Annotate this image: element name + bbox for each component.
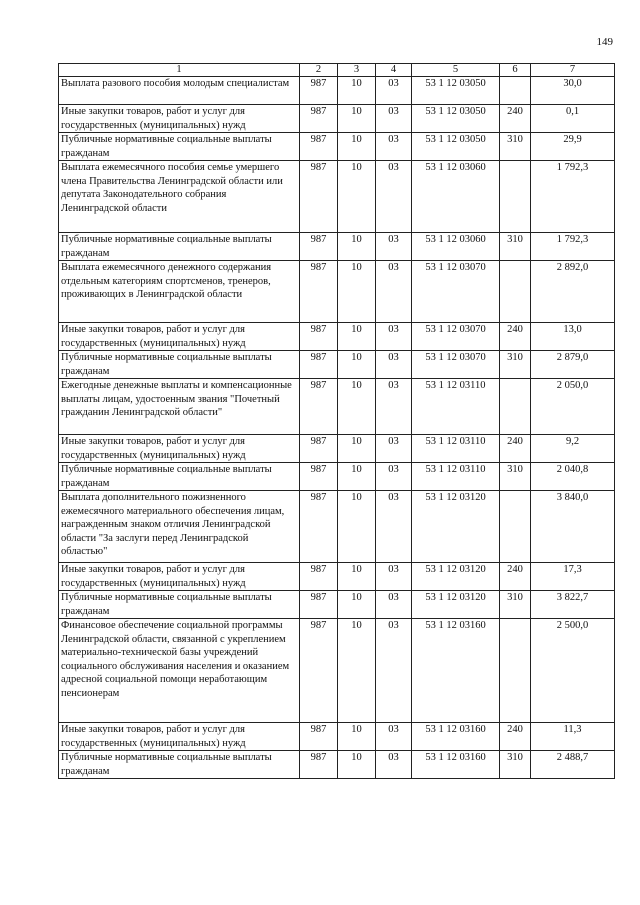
expense-type-cell: 310 [500, 133, 531, 161]
amount-cell: 30,0 [531, 77, 615, 105]
admin-code-cell: 987 [300, 723, 338, 751]
expense-type-cell: 240 [500, 563, 531, 591]
amount-cell: 13,0 [531, 323, 615, 351]
row-name-cell: Выплата дополнительного пожизненного ежемесячного материального обеспечения лицам, награжденным знаком отличия Ленинградской области "За заслуги перед Ленинградской областью" [59, 491, 300, 563]
table-row [59, 491, 615, 563]
section-cell: 10 [338, 751, 376, 779]
subsection-cell: 03 [376, 105, 412, 133]
row-name-cell: Выплата разового пособия молодым специалистам [59, 77, 300, 105]
expense-type-cell: 240 [500, 723, 531, 751]
table-row [59, 591, 615, 619]
target-article-cell: 53 1 12 03050 [412, 133, 500, 161]
target-article-cell: 53 1 12 03120 [412, 491, 500, 563]
subsection-cell: 03 [376, 351, 412, 379]
section-cell: 10 [338, 261, 376, 323]
expense-type-cell [500, 77, 531, 105]
amount-cell: 0,1 [531, 105, 615, 133]
section-cell: 10 [338, 619, 376, 723]
amount-cell: 2 050,0 [531, 379, 615, 435]
target-article-cell: 53 1 12 03050 [412, 105, 500, 133]
table-row [59, 723, 615, 751]
subsection-cell: 03 [376, 563, 412, 591]
admin-code-cell: 987 [300, 563, 338, 591]
expense-type-cell: 240 [500, 105, 531, 133]
column-header: 5 [412, 64, 500, 77]
row-name-cell: Публичные нормативные социальные выплаты гражданам [59, 233, 300, 261]
target-article-cell: 53 1 12 03060 [412, 161, 500, 233]
section-cell: 10 [338, 723, 376, 751]
subsection-cell: 03 [376, 619, 412, 723]
amount-cell: 2 488,7 [531, 751, 615, 779]
target-article-cell: 53 1 12 03070 [412, 351, 500, 379]
target-article-cell: 53 1 12 03060 [412, 233, 500, 261]
section-cell: 10 [338, 563, 376, 591]
expense-type-cell: 240 [500, 435, 531, 463]
table-row [59, 351, 615, 379]
amount-cell: 1 792,3 [531, 233, 615, 261]
amount-cell: 2 500,0 [531, 619, 615, 723]
admin-code-cell: 987 [300, 491, 338, 563]
table-row [59, 435, 615, 463]
row-name-cell: Иные закупки товаров, работ и услуг для государственных (муниципальных) нужд [59, 323, 300, 351]
amount-cell: 3 840,0 [531, 491, 615, 563]
expense-type-cell: 310 [500, 591, 531, 619]
amount-cell: 3 822,7 [531, 591, 615, 619]
target-article-cell: 53 1 12 03120 [412, 591, 500, 619]
row-name-cell: Иные закупки товаров, работ и услуг для государственных (муниципальных) нужд [59, 105, 300, 133]
subsection-cell: 03 [376, 723, 412, 751]
section-cell: 10 [338, 491, 376, 563]
column-header: 6 [500, 64, 531, 77]
target-article-cell: 53 1 12 03070 [412, 323, 500, 351]
row-name-cell: Выплата ежемесячного денежного содержания отдельным категориям спортсменов, тренеров, проживающих в Ленинградской области [59, 261, 300, 323]
budget-table [58, 63, 615, 779]
table-row [59, 563, 615, 591]
section-cell: 10 [338, 351, 376, 379]
admin-code-cell: 987 [300, 619, 338, 723]
expense-type-cell: 310 [500, 463, 531, 491]
expense-type-cell [500, 619, 531, 723]
expense-type-cell: 310 [500, 751, 531, 779]
row-name-cell: Публичные нормативные социальные выплаты гражданам [59, 463, 300, 491]
admin-code-cell: 987 [300, 233, 338, 261]
expense-type-cell: 310 [500, 233, 531, 261]
section-cell: 10 [338, 161, 376, 233]
amount-cell: 2 892,0 [531, 261, 615, 323]
row-name-cell: Публичные нормативные социальные выплаты гражданам [59, 591, 300, 619]
section-cell: 10 [338, 323, 376, 351]
table-row [59, 77, 615, 105]
target-article-cell: 53 1 12 03050 [412, 77, 500, 105]
subsection-cell: 03 [376, 435, 412, 463]
admin-code-cell: 987 [300, 261, 338, 323]
amount-cell: 17,3 [531, 563, 615, 591]
admin-code-cell: 987 [300, 105, 338, 133]
admin-code-cell: 987 [300, 463, 338, 491]
table-body [59, 77, 615, 779]
admin-code-cell: 987 [300, 751, 338, 779]
admin-code-cell: 987 [300, 435, 338, 463]
subsection-cell: 03 [376, 77, 412, 105]
admin-code-cell: 987 [300, 591, 338, 619]
amount-cell: 9,2 [531, 435, 615, 463]
section-cell: 10 [338, 591, 376, 619]
section-cell: 10 [338, 105, 376, 133]
column-header: 3 [338, 64, 376, 77]
table-row [59, 379, 615, 435]
table-header-row [59, 64, 615, 77]
subsection-cell: 03 [376, 379, 412, 435]
admin-code-cell: 987 [300, 77, 338, 105]
subsection-cell: 03 [376, 591, 412, 619]
table-row [59, 261, 615, 323]
admin-code-cell: 987 [300, 323, 338, 351]
section-cell: 10 [338, 435, 376, 463]
expense-type-cell [500, 261, 531, 323]
target-article-cell: 53 1 12 03160 [412, 619, 500, 723]
subsection-cell: 03 [376, 491, 412, 563]
target-article-cell: 53 1 12 03070 [412, 261, 500, 323]
row-name-cell: Публичные нормативные социальные выплаты гражданам [59, 133, 300, 161]
row-name-cell: Финансовое обеспечение социальной программы Ленинградской области, связанной с укреплением материально-технической базы учреждений социального обслуживания населения и оказанием адресной социальной помощи неработающим пенсионерам [59, 619, 300, 723]
row-name-cell: Публичные нормативные социальные выплаты гражданам [59, 351, 300, 379]
table-row [59, 233, 615, 261]
subsection-cell: 03 [376, 751, 412, 779]
row-name-cell: Иные закупки товаров, работ и услуг для государственных (муниципальных) нужд [59, 435, 300, 463]
amount-cell: 2 879,0 [531, 351, 615, 379]
amount-cell: 1 792,3 [531, 161, 615, 233]
amount-cell: 2 040,8 [531, 463, 615, 491]
admin-code-cell: 987 [300, 161, 338, 233]
column-header: 2 [300, 64, 338, 77]
section-cell: 10 [338, 77, 376, 105]
column-header: 4 [376, 64, 412, 77]
section-cell: 10 [338, 463, 376, 491]
row-name-cell: Иные закупки товаров, работ и услуг для государственных (муниципальных) нужд [59, 563, 300, 591]
target-article-cell: 53 1 12 03160 [412, 723, 500, 751]
row-name-cell: Ежегодные денежные выплаты и компенсационные выплаты лицам, удостоенным звания "Почетный гражданин Ленинградской области" [59, 379, 300, 435]
admin-code-cell: 987 [300, 379, 338, 435]
subsection-cell: 03 [376, 323, 412, 351]
table-row [59, 161, 615, 233]
expense-type-cell [500, 161, 531, 233]
column-header: 1 [59, 64, 300, 77]
column-header: 7 [531, 64, 615, 77]
subsection-cell: 03 [376, 233, 412, 261]
expense-type-cell: 310 [500, 351, 531, 379]
expense-type-cell [500, 379, 531, 435]
table-row [59, 105, 615, 133]
row-name-cell: Публичные нормативные социальные выплаты гражданам [59, 751, 300, 779]
section-cell: 10 [338, 133, 376, 161]
admin-code-cell: 987 [300, 133, 338, 161]
amount-cell: 29,9 [531, 133, 615, 161]
table-row [59, 751, 615, 779]
expense-type-cell: 240 [500, 323, 531, 351]
target-article-cell: 53 1 12 03110 [412, 435, 500, 463]
page-number: 149 [596, 36, 613, 48]
subsection-cell: 03 [376, 133, 412, 161]
amount-cell: 11,3 [531, 723, 615, 751]
table-row [59, 323, 615, 351]
subsection-cell: 03 [376, 161, 412, 233]
table-row [59, 619, 615, 723]
expense-type-cell [500, 491, 531, 563]
row-name-cell: Выплата ежемесячного пособия семье умершего члена Правительства Ленинградской области или депутата Законодательного собрания Ленинградской области [59, 161, 300, 233]
target-article-cell: 53 1 12 03110 [412, 463, 500, 491]
section-cell: 10 [338, 379, 376, 435]
subsection-cell: 03 [376, 261, 412, 323]
target-article-cell: 53 1 12 03120 [412, 563, 500, 591]
table-row [59, 463, 615, 491]
section-cell: 10 [338, 233, 376, 261]
admin-code-cell: 987 [300, 351, 338, 379]
target-article-cell: 53 1 12 03110 [412, 379, 500, 435]
subsection-cell: 03 [376, 463, 412, 491]
table-row [59, 133, 615, 161]
row-name-cell: Иные закупки товаров, работ и услуг для государственных (муниципальных) нужд [59, 723, 300, 751]
target-article-cell: 53 1 12 03160 [412, 751, 500, 779]
